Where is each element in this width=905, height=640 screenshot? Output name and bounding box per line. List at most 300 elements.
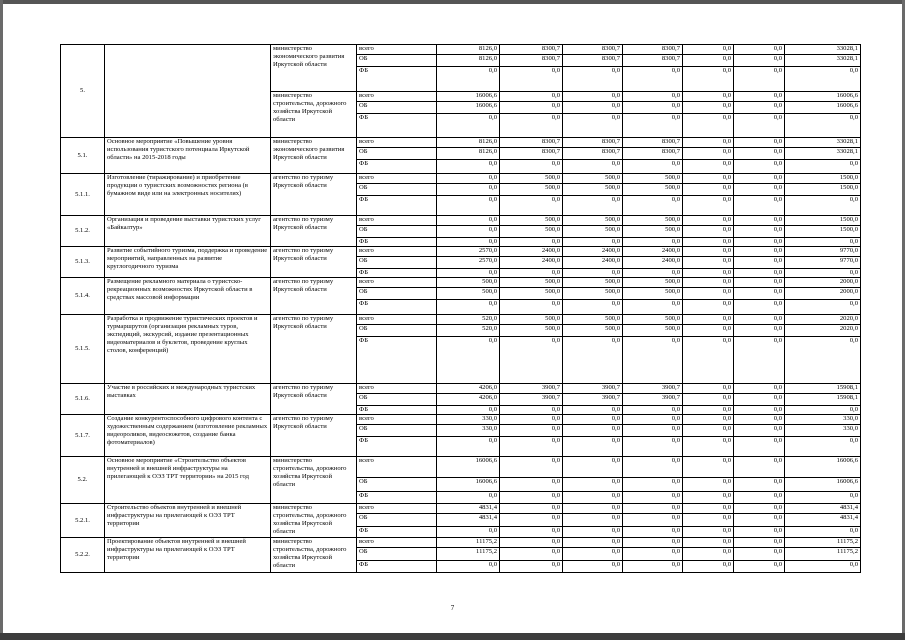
amount-cell: 0,0 [734, 337, 785, 384]
amount-cell: 4831,4 [785, 504, 861, 514]
amount-cell: 0,0 [734, 527, 785, 538]
amount-cell: 0,0 [500, 561, 563, 573]
amount-cell: 0,0 [563, 492, 623, 504]
amount-cell: 0,0 [734, 278, 785, 288]
amount-cell: 0,0 [785, 160, 861, 174]
amount-cell: 0,0 [563, 67, 623, 92]
fund-source: ОБ [357, 425, 437, 437]
amount-cell: 4206,0 [437, 394, 500, 406]
amount-cell: 0,0 [500, 457, 563, 478]
row-code: 5.1.1. [61, 174, 105, 216]
amount-cell: 0,0 [500, 514, 563, 527]
fund-source: всего [357, 216, 437, 226]
amount-cell: 0,0 [734, 538, 785, 548]
amount-cell: 500,0 [563, 184, 623, 196]
row-code: 5.1.4. [61, 278, 105, 315]
amount-cell: 3900,7 [563, 384, 623, 394]
amount-cell: 500,0 [623, 278, 683, 288]
amount-cell: 0,0 [437, 269, 500, 278]
amount-cell: 0,0 [563, 548, 623, 561]
amount-cell: 0,0 [500, 492, 563, 504]
amount-cell: 500,0 [500, 288, 563, 300]
amount-cell: 0,0 [683, 148, 734, 160]
amount-cell: 0,0 [683, 457, 734, 478]
amount-cell: 0,0 [563, 561, 623, 573]
amount-cell: 330,0 [437, 415, 500, 425]
amount-cell: 0,0 [785, 527, 861, 538]
amount-cell: 0,0 [683, 196, 734, 216]
amount-cell: 11175,2 [785, 548, 861, 561]
amount-cell: 1500,0 [785, 226, 861, 238]
amount-cell: 0,0 [623, 492, 683, 504]
amount-cell: 0,0 [734, 247, 785, 257]
amount-cell: 0,0 [785, 437, 861, 457]
row-executor: агентство по туризму Иркутской области [271, 415, 357, 457]
amount-cell: 500,0 [500, 184, 563, 196]
amount-cell: 0,0 [683, 548, 734, 561]
amount-cell: 0,0 [734, 325, 785, 337]
amount-cell: 0,0 [683, 138, 734, 148]
amount-cell: 0,0 [437, 216, 500, 226]
amount-cell: 0,0 [734, 300, 785, 315]
fund-source: всего [357, 315, 437, 325]
amount-cell: 8300,7 [623, 148, 683, 160]
amount-cell: 1500,0 [785, 184, 861, 196]
amount-cell: 0,0 [623, 238, 683, 247]
amount-cell: 0,0 [623, 102, 683, 114]
row-name: Разработка и продвижение туристических проектов и турмаршрутов (организация рекламных туров, экспедиций, экскурсий, издание презентационных видеоматериалов и буклетов, проведение круглых столов, конференций) [105, 315, 271, 384]
amount-cell: 0,0 [500, 92, 563, 102]
amount-cell: 8126,0 [437, 138, 500, 148]
row-code: 5. [61, 45, 105, 138]
amount-cell: 0,0 [683, 288, 734, 300]
amount-cell: 500,0 [623, 325, 683, 337]
amount-cell: 8126,0 [437, 45, 500, 55]
amount-cell: 0,0 [623, 561, 683, 573]
amount-cell: 0,0 [683, 478, 734, 492]
amount-cell: 0,0 [785, 114, 861, 138]
fund-source: ФБ [357, 300, 437, 315]
amount-cell: 0,0 [734, 437, 785, 457]
amount-cell: 0,0 [734, 425, 785, 437]
amount-cell: 0,0 [563, 160, 623, 174]
amount-cell: 500,0 [563, 278, 623, 288]
amount-cell: 0,0 [500, 300, 563, 315]
amount-cell: 0,0 [563, 415, 623, 425]
amount-cell: 0,0 [563, 238, 623, 247]
amount-cell: 0,0 [683, 394, 734, 406]
amount-cell: 0,0 [785, 492, 861, 504]
amount-cell: 0,0 [683, 238, 734, 247]
fund-source: ФБ [357, 114, 437, 138]
amount-cell: 0,0 [500, 415, 563, 425]
amount-cell: 8300,7 [563, 55, 623, 67]
fund-source: ОБ [357, 102, 437, 114]
amount-cell: 16006,6 [785, 478, 861, 492]
amount-cell: 0,0 [437, 561, 500, 573]
amount-cell: 0,0 [734, 504, 785, 514]
amount-cell: 8300,7 [623, 45, 683, 55]
fund-source: всего [357, 504, 437, 514]
amount-cell: 8300,7 [500, 55, 563, 67]
amount-cell: 16006,6 [785, 457, 861, 478]
amount-cell: 0,0 [734, 196, 785, 216]
amount-cell: 0,0 [734, 478, 785, 492]
fund-source: всего [357, 278, 437, 288]
amount-cell: 0,0 [563, 337, 623, 384]
amount-cell: 0,0 [683, 415, 734, 425]
amount-cell: 0,0 [683, 269, 734, 278]
amount-cell: 0,0 [683, 92, 734, 102]
row-code: 5.1.3. [61, 247, 105, 278]
amount-cell: 2000,0 [785, 288, 861, 300]
table-row [61, 384, 861, 394]
amount-cell: 33028,1 [785, 148, 861, 160]
fund-source: всего [357, 538, 437, 548]
fund-source: ОБ [357, 514, 437, 527]
row-executor: агентство по туризму Иркутской области [271, 247, 357, 278]
fund-source: ОБ [357, 226, 437, 238]
amount-cell: 8126,0 [437, 148, 500, 160]
amount-cell: 0,0 [623, 337, 683, 384]
amount-cell: 500,0 [500, 174, 563, 184]
amount-cell: 500,0 [563, 226, 623, 238]
table-row [61, 457, 861, 478]
amount-cell: 0,0 [437, 174, 500, 184]
amount-cell: 15908,1 [785, 384, 861, 394]
amount-cell: 0,0 [683, 514, 734, 527]
amount-cell: 0,0 [500, 527, 563, 538]
amount-cell: 9770,0 [785, 247, 861, 257]
amount-cell: 500,0 [623, 216, 683, 226]
amount-cell: 0,0 [500, 269, 563, 278]
fund-source: ОБ [357, 184, 437, 196]
amount-cell: 0,0 [623, 92, 683, 102]
row-name: Размещение рекламного материала о туристско-рекреационных возможностях Иркутской области в средствах массовой информации [105, 278, 271, 315]
amount-cell: 0,0 [683, 384, 734, 394]
amount-cell: 0,0 [500, 337, 563, 384]
fund-source: всего [357, 415, 437, 425]
row-code: 5.1.2. [61, 216, 105, 247]
amount-cell: 0,0 [623, 406, 683, 415]
amount-cell: 16006,6 [437, 92, 500, 102]
amount-cell: 0,0 [734, 45, 785, 55]
fund-source: ОБ [357, 548, 437, 561]
row-executor: министерство строительства, дорожного хозяйства Иркутской области [271, 457, 357, 504]
amount-cell: 4206,0 [437, 384, 500, 394]
amount-cell: 0,0 [563, 425, 623, 437]
fund-source: всего [357, 174, 437, 184]
amount-cell: 500,0 [623, 184, 683, 196]
amount-cell: 0,0 [683, 102, 734, 114]
amount-cell: 0,0 [623, 527, 683, 538]
row-executor: агентство по туризму Иркутской области [271, 384, 357, 415]
amount-cell: 0,0 [500, 238, 563, 247]
amount-cell: 0,0 [734, 315, 785, 325]
amount-cell: 0,0 [785, 67, 861, 92]
amount-cell: 0,0 [437, 337, 500, 384]
amount-cell: 3900,7 [500, 394, 563, 406]
table-row [61, 538, 861, 548]
amount-cell: 0,0 [563, 269, 623, 278]
amount-cell: 0,0 [683, 160, 734, 174]
row-name [105, 45, 271, 138]
amount-cell: 4831,4 [437, 504, 500, 514]
amount-cell: 0,0 [785, 337, 861, 384]
amount-cell: 0,0 [683, 437, 734, 457]
amount-cell: 0,0 [500, 437, 563, 457]
amount-cell: 0,0 [563, 478, 623, 492]
amount-cell: 2400,0 [563, 247, 623, 257]
amount-cell: 0,0 [437, 184, 500, 196]
amount-cell: 500,0 [623, 226, 683, 238]
amount-cell: 2400,0 [500, 257, 563, 269]
amount-cell: 2570,0 [437, 247, 500, 257]
amount-cell: 0,0 [437, 300, 500, 315]
fund-source: ОБ [357, 325, 437, 337]
fund-source: всего [357, 92, 437, 102]
amount-cell: 0,0 [500, 538, 563, 548]
amount-cell: 11175,2 [437, 548, 500, 561]
amount-cell: 0,0 [437, 238, 500, 247]
amount-cell: 0,0 [734, 238, 785, 247]
amount-cell: 0,0 [623, 538, 683, 548]
amount-cell: 0,0 [623, 160, 683, 174]
amount-cell: 16006,6 [785, 92, 861, 102]
row-executor: агентство по туризму Иркутской области [271, 278, 357, 315]
fund-source: ФБ [357, 527, 437, 538]
amount-cell: 2400,0 [623, 257, 683, 269]
amount-cell: 2400,0 [500, 247, 563, 257]
row-name: Проектирование объектов внутренней и внешней инфраструктуры на прилегающей к ОЭЗ ТРТ территории [105, 538, 271, 573]
amount-cell: 3900,7 [563, 394, 623, 406]
table-row [61, 45, 861, 55]
amount-cell: 0,0 [623, 548, 683, 561]
row-name: Строительство объектов внутренней и внешней инфраструктуры на прилегающей к ОЭЗ ТРТ территории [105, 504, 271, 538]
amount-cell: 0,0 [563, 457, 623, 478]
amount-cell: 0,0 [500, 114, 563, 138]
amount-cell: 0,0 [734, 148, 785, 160]
fund-source: всего [357, 384, 437, 394]
amount-cell: 520,0 [437, 315, 500, 325]
table-row [61, 315, 861, 325]
amount-cell: 0,0 [683, 114, 734, 138]
amount-cell: 330,0 [437, 425, 500, 437]
amount-cell: 15908,1 [785, 394, 861, 406]
row-executor: агентство по туризму Иркутской области [271, 216, 357, 247]
amount-cell: 0,0 [683, 257, 734, 269]
amount-cell: 0,0 [563, 527, 623, 538]
fund-source: ОБ [357, 148, 437, 160]
amount-cell: 0,0 [683, 45, 734, 55]
amount-cell: 0,0 [563, 114, 623, 138]
amount-cell: 0,0 [734, 160, 785, 174]
amount-cell: 4831,4 [437, 514, 500, 527]
amount-cell: 500,0 [500, 315, 563, 325]
fund-source: ФБ [357, 238, 437, 247]
amount-cell: 1500,0 [785, 174, 861, 184]
amount-cell: 0,0 [683, 527, 734, 538]
amount-cell: 0,0 [734, 548, 785, 561]
amount-cell: 0,0 [785, 406, 861, 415]
table-row [61, 504, 861, 514]
amount-cell: 0,0 [734, 394, 785, 406]
amount-cell: 500,0 [563, 216, 623, 226]
row-executor: министерство экономического развития Иркутской области [271, 45, 357, 92]
amount-cell: 0,0 [500, 160, 563, 174]
amount-cell: 0,0 [683, 337, 734, 384]
amount-cell: 0,0 [500, 548, 563, 561]
amount-cell: 0,0 [734, 415, 785, 425]
table-body [61, 45, 861, 573]
amount-cell: 11175,2 [437, 538, 500, 548]
row-executor: агентство по туризму Иркутской области [271, 315, 357, 384]
amount-cell: 8126,0 [437, 55, 500, 67]
amount-cell: 0,0 [683, 300, 734, 315]
row-code: 5.2.1. [61, 504, 105, 538]
fund-source: ФБ [357, 67, 437, 92]
fund-source: ОБ [357, 257, 437, 269]
amount-cell: 3900,7 [623, 394, 683, 406]
amount-cell: 33028,1 [785, 138, 861, 148]
scan-edge-bottom [0, 633, 905, 640]
amount-cell: 0,0 [623, 415, 683, 425]
amount-cell: 16006,6 [437, 457, 500, 478]
amount-cell: 2570,0 [437, 257, 500, 269]
amount-cell: 500,0 [500, 226, 563, 238]
row-code: 5.1. [61, 138, 105, 174]
amount-cell: 0,0 [563, 300, 623, 315]
amount-cell: 0,0 [734, 457, 785, 478]
amount-cell: 0,0 [437, 437, 500, 457]
amount-cell: 0,0 [734, 138, 785, 148]
amount-cell: 16006,6 [785, 102, 861, 114]
fund-source: ФБ [357, 492, 437, 504]
amount-cell: 500,0 [623, 315, 683, 325]
amount-cell: 0,0 [437, 196, 500, 216]
amount-cell: 0,0 [683, 504, 734, 514]
row-code: 5.1.7. [61, 415, 105, 457]
amount-cell: 8300,7 [500, 148, 563, 160]
amount-cell: 33028,1 [785, 45, 861, 55]
amount-cell: 0,0 [683, 55, 734, 67]
amount-cell: 0,0 [734, 406, 785, 415]
amount-cell: 0,0 [734, 55, 785, 67]
amount-cell: 8300,7 [623, 55, 683, 67]
amount-cell: 500,0 [623, 288, 683, 300]
amount-cell: 330,0 [785, 425, 861, 437]
fund-source: ОБ [357, 288, 437, 300]
amount-cell: 0,0 [683, 325, 734, 337]
fund-source: ФБ [357, 269, 437, 278]
amount-cell: 2400,0 [563, 257, 623, 269]
amount-cell: 0,0 [683, 406, 734, 415]
table-row [61, 278, 861, 288]
fund-source: всего [357, 457, 437, 478]
amount-cell: 0,0 [734, 226, 785, 238]
fund-source: всего [357, 138, 437, 148]
amount-cell: 0,0 [734, 67, 785, 92]
amount-cell: 33028,1 [785, 55, 861, 67]
amount-cell: 500,0 [623, 174, 683, 184]
fund-source: ФБ [357, 437, 437, 457]
amount-cell: 0,0 [734, 174, 785, 184]
amount-cell: 0,0 [785, 300, 861, 315]
amount-cell: 0,0 [563, 538, 623, 548]
amount-cell: 0,0 [683, 561, 734, 573]
fund-source: ФБ [357, 561, 437, 573]
amount-cell: 0,0 [623, 457, 683, 478]
amount-cell: 3900,7 [500, 384, 563, 394]
row-code: 5.1.5. [61, 315, 105, 384]
row-executor: министерство строительства, дорожного хозяйства Иркутской области [271, 538, 357, 573]
row-executor: министерство строительства, дорожного хозяйства Иркутской области [271, 92, 357, 138]
amount-cell: 0,0 [563, 437, 623, 457]
amount-cell: 0,0 [683, 538, 734, 548]
amount-cell: 0,0 [734, 114, 785, 138]
amount-cell: 0,0 [734, 561, 785, 573]
amount-cell: 0,0 [623, 504, 683, 514]
amount-cell: 0,0 [500, 196, 563, 216]
amount-cell: 0,0 [683, 315, 734, 325]
amount-cell: 0,0 [563, 514, 623, 527]
row-code: 5.1.6. [61, 384, 105, 415]
amount-cell: 0,0 [683, 425, 734, 437]
amount-cell: 500,0 [563, 315, 623, 325]
amount-cell: 8300,7 [500, 138, 563, 148]
row-name: Создание конкурентоспособного цифрового контента с художественным содержанием (изготовление рекламных видеороликов, видеосюжетов, создание банка фотоматериалов) [105, 415, 271, 457]
amount-cell: 0,0 [623, 514, 683, 527]
table-row [61, 247, 861, 257]
amount-cell: 0,0 [683, 67, 734, 92]
amount-cell: 0,0 [437, 114, 500, 138]
amount-cell: 500,0 [500, 216, 563, 226]
table-row [61, 138, 861, 148]
amount-cell: 0,0 [623, 300, 683, 315]
amount-cell: 0,0 [785, 269, 861, 278]
table-row [61, 216, 861, 226]
amount-cell: 0,0 [563, 406, 623, 415]
scan-edge-left [0, 0, 3, 640]
amount-cell: 8300,7 [563, 138, 623, 148]
table-row [61, 415, 861, 425]
row-name: Основное мероприятие «Строительство объектов внутренней и внешней инфраструктуры на прилегающей к ОЭЗ ТРТ территории» на 2015 год [105, 457, 271, 504]
amount-cell: 520,0 [437, 325, 500, 337]
amount-cell: 16006,6 [437, 478, 500, 492]
amount-cell: 0,0 [734, 184, 785, 196]
amount-cell: 330,0 [785, 415, 861, 425]
page-number: 7 [450, 604, 455, 612]
row-executor: министерство экономического развития Иркутской области [271, 138, 357, 174]
amount-cell: 0,0 [623, 114, 683, 138]
amount-cell: 0,0 [437, 492, 500, 504]
amount-cell: 2400,0 [623, 247, 683, 257]
fund-source: ФБ [357, 160, 437, 174]
amount-cell: 0,0 [734, 384, 785, 394]
amount-cell: 0,0 [623, 269, 683, 278]
amount-cell: 0,0 [785, 196, 861, 216]
amount-cell: 500,0 [563, 325, 623, 337]
fund-source: ФБ [357, 196, 437, 216]
amount-cell: 9770,0 [785, 257, 861, 269]
row-name: Основное мероприятие «Повышение уровня использования туристского потенциала Иркутской области» на 2015-2018 годы [105, 138, 271, 174]
amount-cell: 2000,0 [785, 278, 861, 288]
row-name: Изготовление (тиражирование) и приобретение продукции о туристских возможностях региона (в бумажном виде или на электронных носителях) [105, 174, 271, 216]
amount-cell: 8300,7 [563, 45, 623, 55]
amount-cell: 0,0 [683, 278, 734, 288]
amount-cell: 0,0 [623, 437, 683, 457]
amount-cell: 4831,4 [785, 514, 861, 527]
